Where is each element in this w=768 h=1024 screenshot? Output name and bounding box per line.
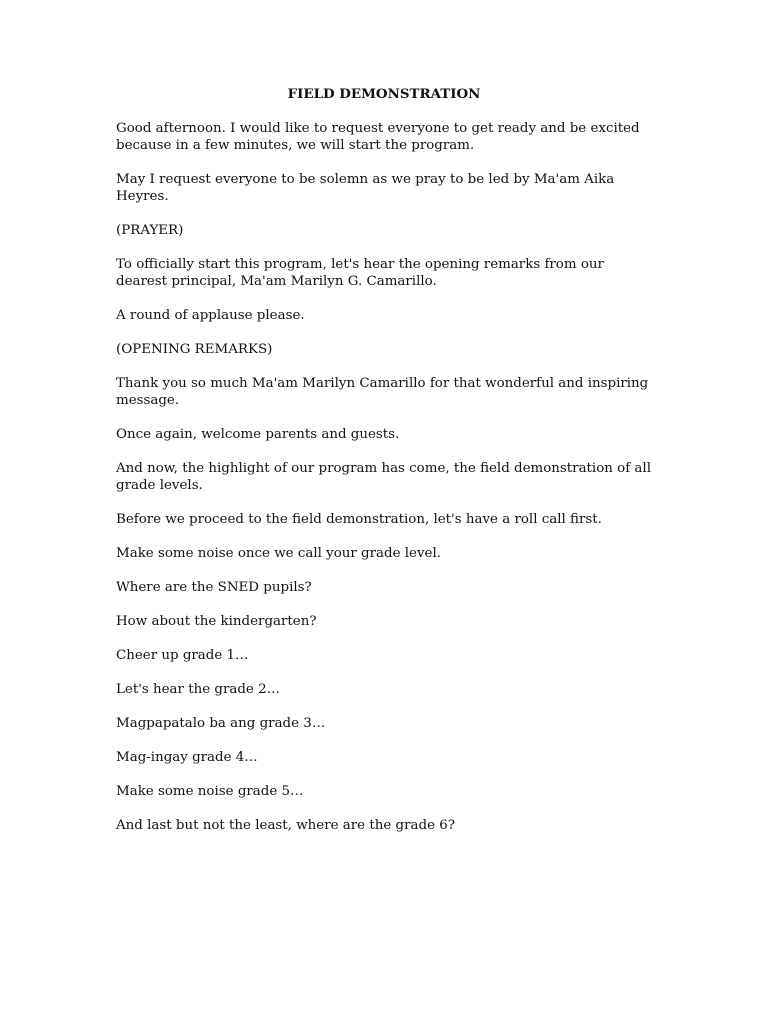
paragraph-opening-intro: To officially start this program, let's hear the opening remarks from our dearest principal, Ma'am Marilyn G. Camarillo. — [116, 257, 604, 289]
paragraph-grade-3: Magpapatalo ba ang grade 3… — [116, 716, 326, 731]
paragraph-kindergarten: How about the kindergarten? — [116, 614, 317, 629]
paragraph-greeting: Good afternoon. I would like to request everyone to get ready and be excited because in a few minutes, we will start the program. — [116, 121, 640, 153]
paragraph-opening-remarks: (OPENING REMARKS) — [116, 342, 273, 357]
paragraph-grade-5: Make some noise grade 5… — [116, 784, 304, 799]
paragraph-grade-4: Mag-ingay grade 4… — [116, 750, 258, 765]
paragraph-applause: A round of applause please. — [116, 308, 305, 323]
paragraph-thank-you: Thank you so much Ma'am Marilyn Camarillo for that wonderful and inspiring message. — [116, 376, 649, 408]
paragraph-grade-1: Cheer up grade 1… — [116, 648, 249, 663]
paragraph-prayer: (PRAYER) — [116, 223, 184, 238]
paragraph-grade-2: Let's hear the grade 2… — [116, 682, 281, 697]
paragraph-prayer-request: May I request everyone to be solemn as we pray to be led by Ma'am Aika Heyres. — [116, 172, 615, 204]
paragraph-sned: Where are the SNED pupils? — [116, 580, 312, 595]
document-title: FIELD DEMONSTRATION — [287, 86, 481, 102]
paragraph-highlight: And now, the highlight of our program has come, the field demonstration of all grade levels. — [116, 461, 651, 493]
paragraph-welcome: Once again, welcome parents and guests. — [116, 427, 400, 442]
paragraph-make-noise: Make some noise once we call your grade level. — [116, 546, 441, 561]
paragraph-grade-6: And last but not the least, where are the grade 6? — [116, 818, 455, 833]
paragraph-roll-call: Before we proceed to the field demonstration, let's have a roll call first. — [116, 512, 602, 527]
